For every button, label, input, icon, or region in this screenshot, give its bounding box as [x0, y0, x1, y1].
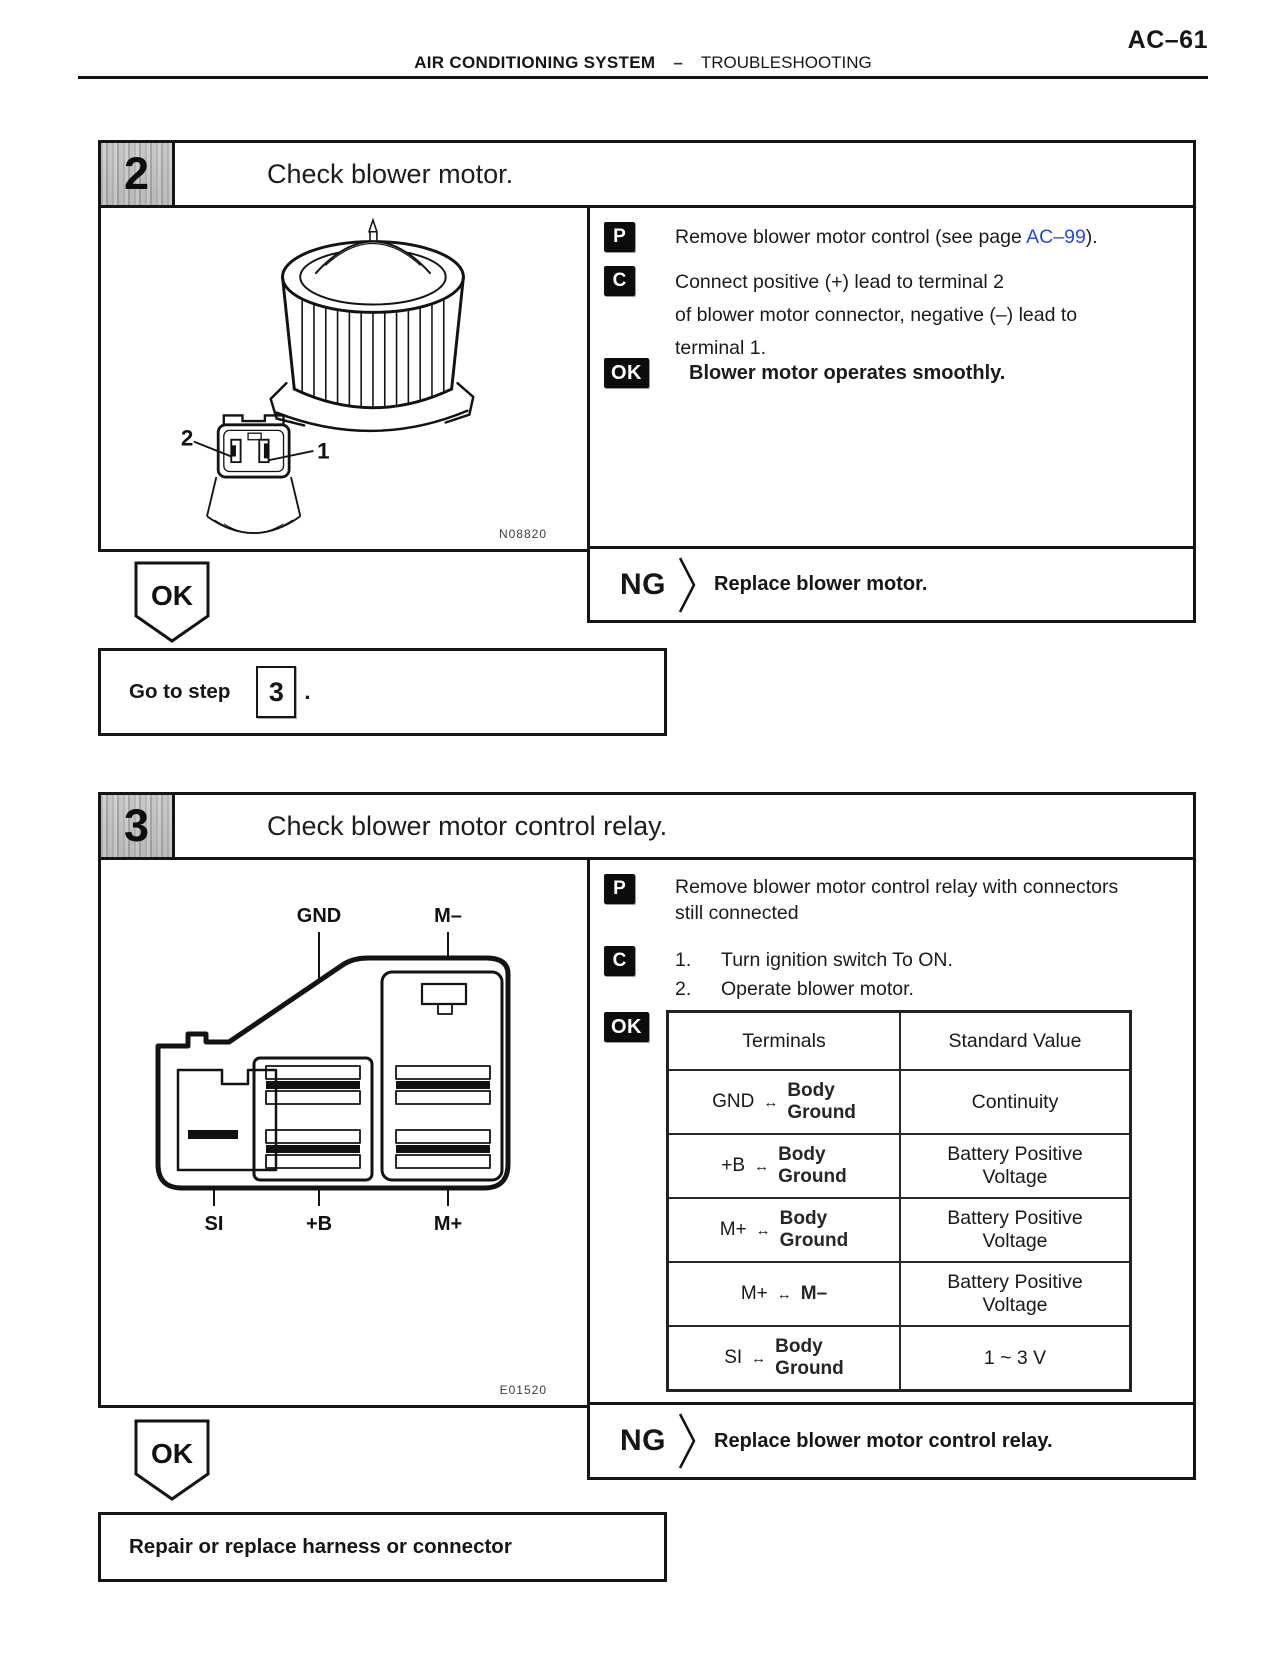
check-line: of blower motor connector, negative (–) lead to [675, 304, 1078, 326]
step2-ok-flow-arrow [133, 560, 211, 644]
step3-title: Check blower motor control relay. [267, 810, 668, 841]
arrow-icon: ↔ [751, 1349, 767, 1367]
check-item [675, 946, 953, 975]
step2-ok-flow-label: OK [151, 580, 193, 611]
column-header-terminals: Terminals [668, 1012, 901, 1071]
value-cell: Battery Positive Voltage [947, 1271, 1083, 1316]
check-item-number: 1. [675, 949, 692, 971]
prepare-text-before: Remove blower motor control (see page [675, 226, 1027, 248]
terminal-cell: M+ ↔ Body Ground [719, 1208, 849, 1251]
step3-instructions-panel [587, 860, 1196, 1480]
check-badge: C [604, 266, 635, 296]
terminal-cell: +B ↔ Body Ground [721, 1144, 847, 1187]
table-row [668, 1326, 1131, 1391]
arrow-icon: ↔ [754, 1157, 770, 1175]
step3-ok-flow-arrow [133, 1418, 211, 1502]
prepare-line: still connected [675, 902, 799, 924]
terminal-cell: M+ ↔ M– [740, 1283, 828, 1304]
step3-number: 3 [101, 795, 175, 857]
subsection-title: TROUBLESHOOTING [700, 53, 872, 72]
step3-header [98, 792, 1196, 860]
blower-connector-detail [163, 408, 363, 548]
ng-label: NG [620, 1424, 666, 1457]
check-item [675, 975, 953, 1004]
step3-ok-flow-label: OK [151, 1438, 193, 1469]
value-cell: Battery Positive Voltage [947, 1207, 1083, 1252]
terminal-2-label: 2 [180, 425, 194, 451]
header-dash: – [673, 53, 683, 72]
step3-check-list [675, 946, 953, 1004]
step2-check-row [604, 266, 1077, 365]
relay-connector-diagram [126, 898, 566, 1238]
section-title: AIR CONDITIONING SYSTEM [414, 53, 656, 72]
check-badge: C [604, 946, 635, 976]
step2-ok-row [604, 358, 1005, 388]
final-action-box [98, 1512, 667, 1582]
step3-figure-panel [98, 860, 587, 1408]
ok-badge: OK [604, 1012, 649, 1042]
terminal-cell: GND ↔ Body Ground [712, 1080, 856, 1123]
table-row [668, 1262, 1131, 1326]
step2-prepare-row [604, 222, 1098, 252]
ng-chevron-icon [678, 1412, 698, 1470]
check-item-text: Operate blower motor. [721, 978, 914, 1000]
goto-step-number: 3 [256, 666, 296, 718]
table-row [668, 1134, 1131, 1198]
step2-figure-panel [98, 208, 587, 552]
terminal-1-label: 1 [317, 438, 330, 464]
table-row [668, 1198, 1131, 1262]
step2-title: Check blower motor. [267, 158, 514, 189]
step2-instructions-panel [587, 208, 1196, 623]
check-item-number: 2. [675, 978, 692, 1000]
prepare-badge: P [604, 222, 635, 252]
step3-ok-row [604, 1012, 649, 1042]
step2-ng-action: Replace blower motor. [714, 573, 928, 595]
ng-chevron-icon [678, 556, 698, 614]
ok-badge: OK [604, 358, 649, 388]
value-cell: 1 ~ 3 V [983, 1346, 1047, 1369]
arrow-icon: ↔ [755, 1221, 771, 1239]
column-header-standard-value: Standard Value [900, 1012, 1131, 1071]
goto-step-box [98, 648, 667, 736]
step2-number: 2 [101, 143, 175, 205]
standard-value-table [666, 1010, 1132, 1392]
page-header [78, 53, 1208, 73]
prepare-badge: P [604, 874, 635, 904]
prepare-line: Remove blower motor control relay with connectors [675, 876, 1119, 898]
goto-step-period: . [304, 679, 311, 704]
pin-label-b-plus: +B [305, 1213, 333, 1235]
step2-figure-code: N08820 [498, 527, 547, 541]
step2-prepare-text [675, 222, 1098, 252]
table-row [668, 1070, 1131, 1134]
step3-ng-row [590, 1402, 1193, 1477]
check-line: Connect positive (+) lead to terminal 2 [675, 271, 1004, 293]
step2-check-text [675, 266, 1077, 365]
step2-ok-text: Blower motor operates smoothly. [689, 362, 1006, 384]
pin-label-gnd: GND [296, 905, 342, 927]
step3-prepare-row [604, 874, 1118, 926]
step3-ng-action: Replace blower motor control relay. [714, 1429, 1053, 1452]
arrow-icon: ↔ [776, 1285, 792, 1303]
prepare-text-after: ). [1085, 226, 1098, 248]
value-cell: Battery Positive Voltage [947, 1143, 1083, 1188]
page-code: AC–61 [1127, 26, 1208, 54]
step3-prepare-text [675, 874, 1118, 926]
header-rule [78, 76, 1208, 79]
step3-check-row [604, 946, 953, 1004]
value-cell: Continuity [971, 1090, 1059, 1113]
check-line: terminal 1. [675, 337, 767, 359]
ng-label: NG [620, 567, 666, 601]
step3-figure-code: E01520 [499, 1383, 547, 1397]
step2-header [98, 140, 1196, 208]
terminal-cell: SI ↔ Body Ground [724, 1336, 844, 1379]
table-header-row [668, 1012, 1131, 1071]
page-reference-link[interactable]: AC–99 [1026, 226, 1086, 248]
arrow-icon: ↔ [763, 1093, 779, 1111]
check-item-text: Turn ignition switch To ON. [721, 949, 953, 971]
pin-label-m-plus: M+ [433, 1213, 463, 1235]
pin-label-si: SI [204, 1213, 224, 1235]
pin-label-m-minus: M– [434, 905, 462, 927]
final-action-text: Repair or replace harness or connector [129, 1535, 512, 1558]
step2-ng-row [590, 546, 1193, 620]
goto-step-text: Go to step [129, 680, 231, 703]
